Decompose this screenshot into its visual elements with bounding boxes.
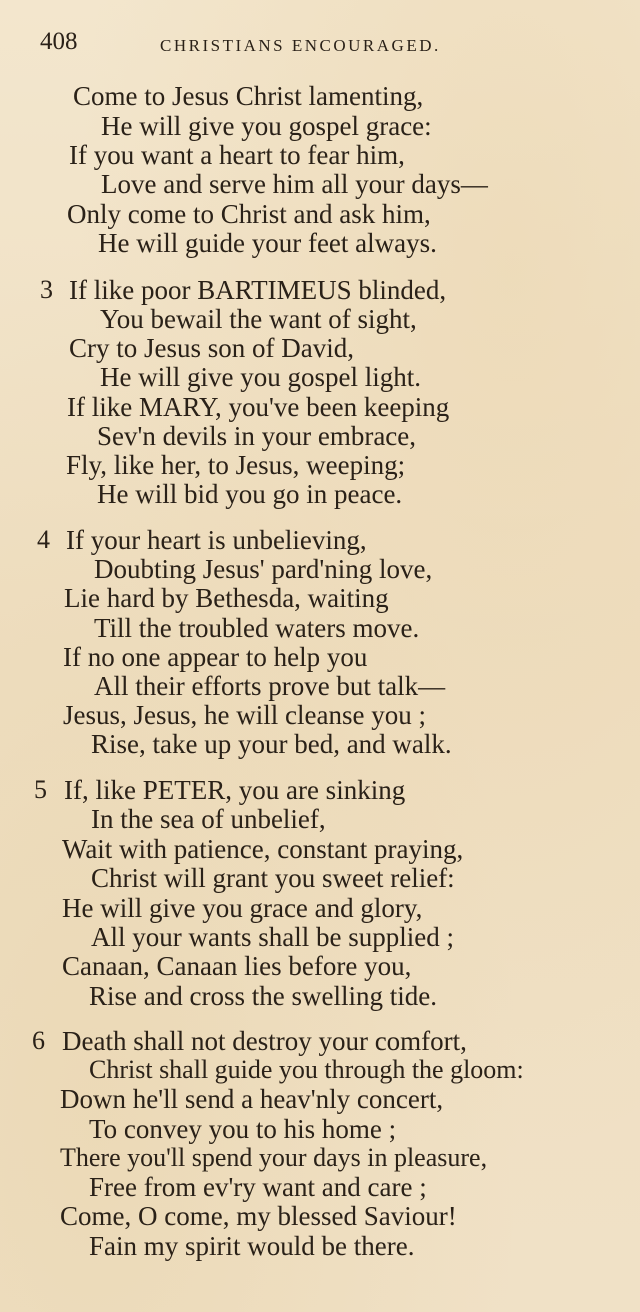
verse-line: He will bid you go in peace. (97, 479, 403, 509)
verse-line: Canaan, Canaan lies before you, (62, 951, 412, 981)
verse-line: Christ shall guide you through the gloom: (89, 1055, 524, 1084)
verse-line: Jesus, Jesus, he will cleanse you ; (63, 700, 426, 730)
verse-line: If no one appear to help you (63, 642, 368, 672)
stanza-number: 4 (37, 525, 50, 554)
verse-line: You bewail the want of sight, (100, 304, 417, 334)
verse-line: If like poor BARTIMEUS blinded, (69, 275, 447, 305)
verse-line: Down he'll send a heav'nly concert, (60, 1084, 444, 1114)
verse-line: He will give you gospel light. (100, 362, 421, 392)
verse-line: Lie hard by Bethesda, waiting (64, 583, 389, 613)
verse-line: Rise and cross the swelling tide. (89, 981, 437, 1011)
verse-line: If your heart is unbelieving, (66, 525, 367, 555)
verse-line: He will give you grace and glory, (62, 893, 423, 923)
verse-line: He will give you gospel grace: (101, 111, 432, 141)
verse-line: Doubting Jesus' pard'ning love, (94, 554, 433, 584)
stanza-number: 6 (32, 1026, 45, 1055)
verse-line: Free from ev'ry want and care ; (89, 1172, 427, 1202)
verse-line: Death shall not destroy your comfort, (62, 1026, 467, 1056)
verse-line: There you'll spend your days in pleasure, (60, 1143, 488, 1172)
verse-line: Rise, take up your bed, and walk. (91, 729, 452, 759)
verse-line: He will guide your feet always. (98, 228, 437, 258)
verse-line: Only come to Christ and ask him, (67, 199, 431, 229)
verse-line: Fly, like her, to Jesus, weeping; (66, 450, 406, 480)
verse-line: Wait with patience, constant praying, (62, 834, 464, 864)
stanza-number: 5 (34, 775, 47, 804)
verse-line: All their efforts prove but talk— (94, 671, 446, 701)
verse-line: Love and serve him all your days— (101, 169, 488, 199)
verse-line: Till the troubled waters move. (94, 613, 420, 643)
page-header (40, 28, 640, 64)
verse-line: Come, O come, my blessed Saviour! (60, 1201, 457, 1231)
verse-line: If, like PETER, you are sinking (64, 775, 406, 805)
verse-line: To convey you to his home ; (89, 1114, 397, 1144)
verse-line: Christ will grant you sweet relief: (91, 863, 455, 893)
verse-line: Fain my spirit would be there. (89, 1231, 415, 1261)
verse-line: If like MARY, you've been keeping (67, 392, 450, 422)
page-number: 408 (40, 28, 78, 55)
verse-line: If you want a heart to fear him, (69, 140, 405, 170)
verse-line: All your wants shall be supplied ; (91, 922, 454, 952)
running-title: CHRISTIANS ENCOURAGED. (160, 36, 441, 55)
stanza-number: 3 (40, 275, 53, 304)
verse-line: Sev'n devils in your embrace, (97, 421, 417, 451)
verse-line: Cry to Jesus son of David, (69, 333, 354, 363)
verse-line: Come to Jesus Christ lamenting, (73, 81, 424, 111)
verse-line: In the sea of unbelief, (91, 804, 326, 834)
